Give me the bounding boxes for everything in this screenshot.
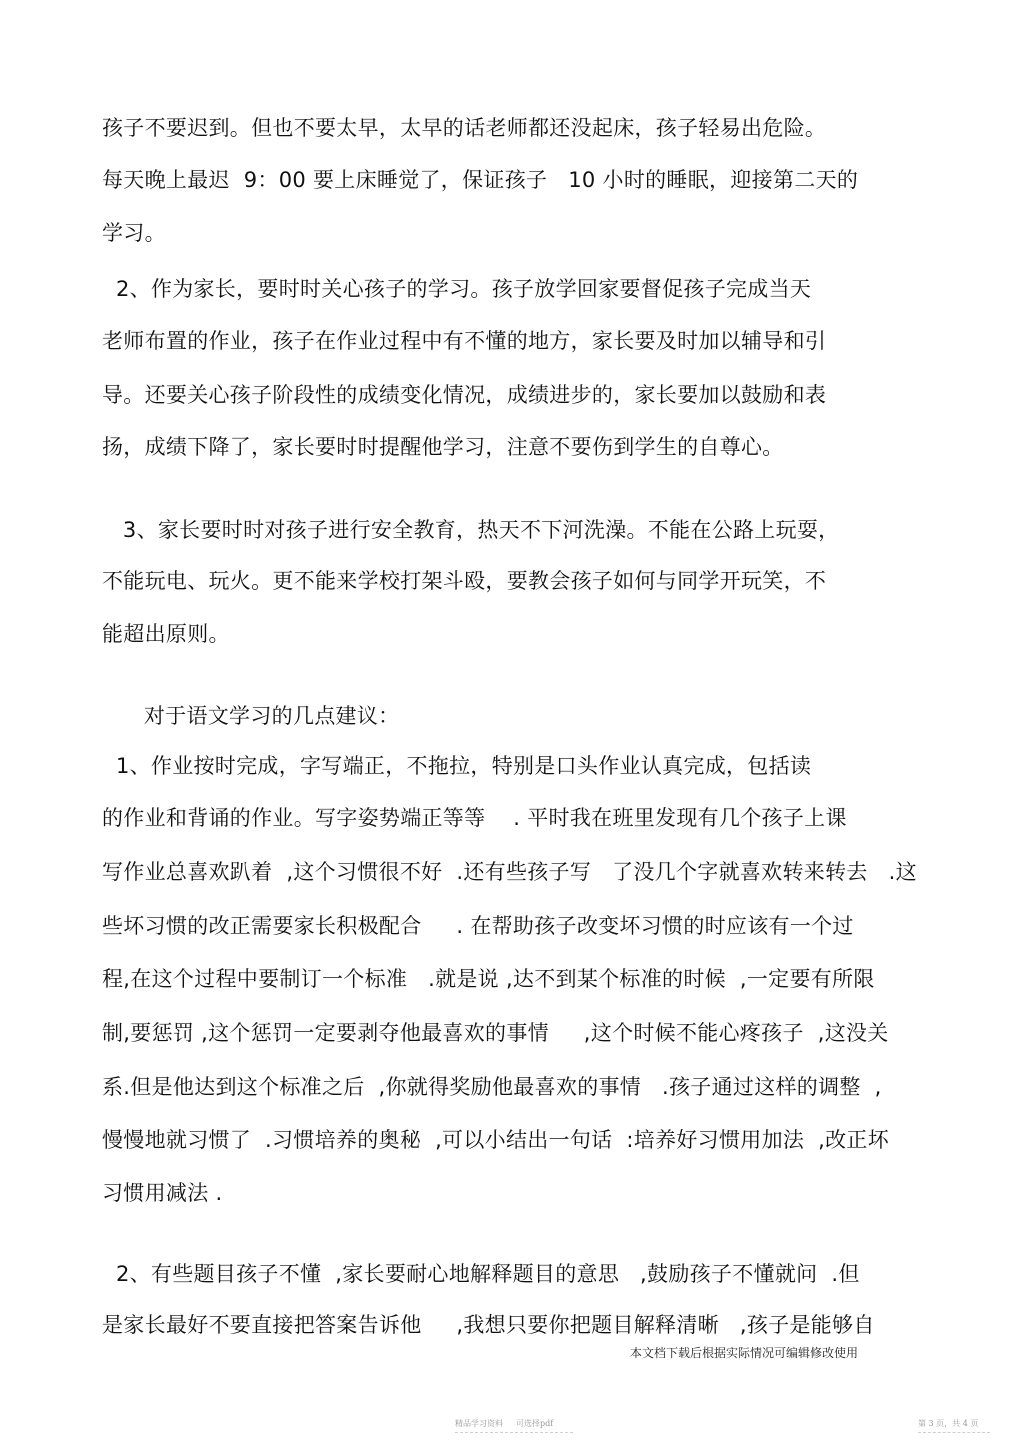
text-line: 写作业总喜欢趴着 ,这个习惯很不好 .还有些孩子写 了没几个字就喜欢转来转去 .这 xyxy=(102,860,917,884)
text-line: 每天晚上最迟 9：00 要上床睡觉了，保证孩子 10 小时的睡眠，迎接第二天的 xyxy=(102,168,859,192)
text-line: 2、作为家长，要时时关心孩子的学习。孩子放学回家要督促孩子完成当天 xyxy=(102,277,812,301)
text-line: 慢慢地就习惯了 .习惯培养的奥秘 ,可以小结出一句话 :培养好习惯用加法 ,改正坏 xyxy=(102,1128,889,1152)
page-number: 第 3 页，共 4 页 xyxy=(918,1419,979,1428)
text-line: 导。还要关心孩子阶段性的成绩变化情况，成绩进步的，家长要加以鼓励和表 xyxy=(102,383,827,407)
text-line: 老师布置的作业，孩子在作业过程中有不懂的地方，家长要及时加以辅导和引 xyxy=(102,329,827,353)
text-line: 习惯用减法 . xyxy=(102,1181,223,1205)
footer-middle-label: 可选择pdf xyxy=(516,1419,554,1428)
footer-note: 本文档下载后根据实际情况可编辑修改使用 xyxy=(630,1346,859,1360)
section-heading: 对于语文学习的几点建议： xyxy=(102,704,400,728)
footer-divider xyxy=(918,1432,990,1433)
text-line: 孩子不要迟到。但也不要太早，太早的话老师都还没起床，孩子轻易出危险。 xyxy=(102,116,827,140)
text-line: 是家长最好不要直接把答案告诉他 ,我想只要你把题目解释清晰 ,孩子是能够自 xyxy=(102,1313,875,1337)
text-line: 1、作业按时完成，字写端正，不拖拉，特别是口头作业认真完成，包括读 xyxy=(102,754,812,778)
text-line: 能超出原则。 xyxy=(102,622,230,646)
text-line: 扬，成绩下降了，家长要时时提醒他学习，注意不要伤到学生的自尊心。 xyxy=(102,435,784,459)
text-line: 的作业和背诵的作业。写字姿势端正等等 . 平时我在班里发现有几个孩子上课 xyxy=(102,806,847,830)
text-line: 些坏习惯的改正需要家长积极配合 . 在帮助孩子改变坏习惯的时应该有一个过 xyxy=(102,914,854,938)
text-line: 3、家长要时时对孩子进行安全教育，热天不下河洗澡。不能在公路上玩耍， xyxy=(102,518,840,542)
footer-left-label: 精品学习资料 xyxy=(455,1419,503,1428)
text-line: 程,在这个过程中要制订一个标准 .就是说 ,达不到某个标准的时候 ,一定要有所限 xyxy=(102,967,875,991)
text-line: 不能玩电、玩火。更不能来学校打架斗殴，要教会孩子如何与同学开玩笑，不 xyxy=(102,569,827,593)
text-line: 系.但是他达到这个标准之后 ,你就得奖励他最喜欢的事情 .孩子通过这样的调整 , xyxy=(102,1075,882,1099)
text-line: 制,要惩罚 ,这个惩罚一定要剥夺他最喜欢的事情 ,这个时候不能心疼孩子 ,这没关 xyxy=(102,1021,889,1045)
footer-divider xyxy=(455,1432,573,1433)
text-line: 学习。 xyxy=(102,221,166,245)
text-line: 2、有些题目孩子不懂 ,家长要耐心地解释题目的意思 ,鼓励孩子不懂就问 .但 xyxy=(102,1262,860,1286)
